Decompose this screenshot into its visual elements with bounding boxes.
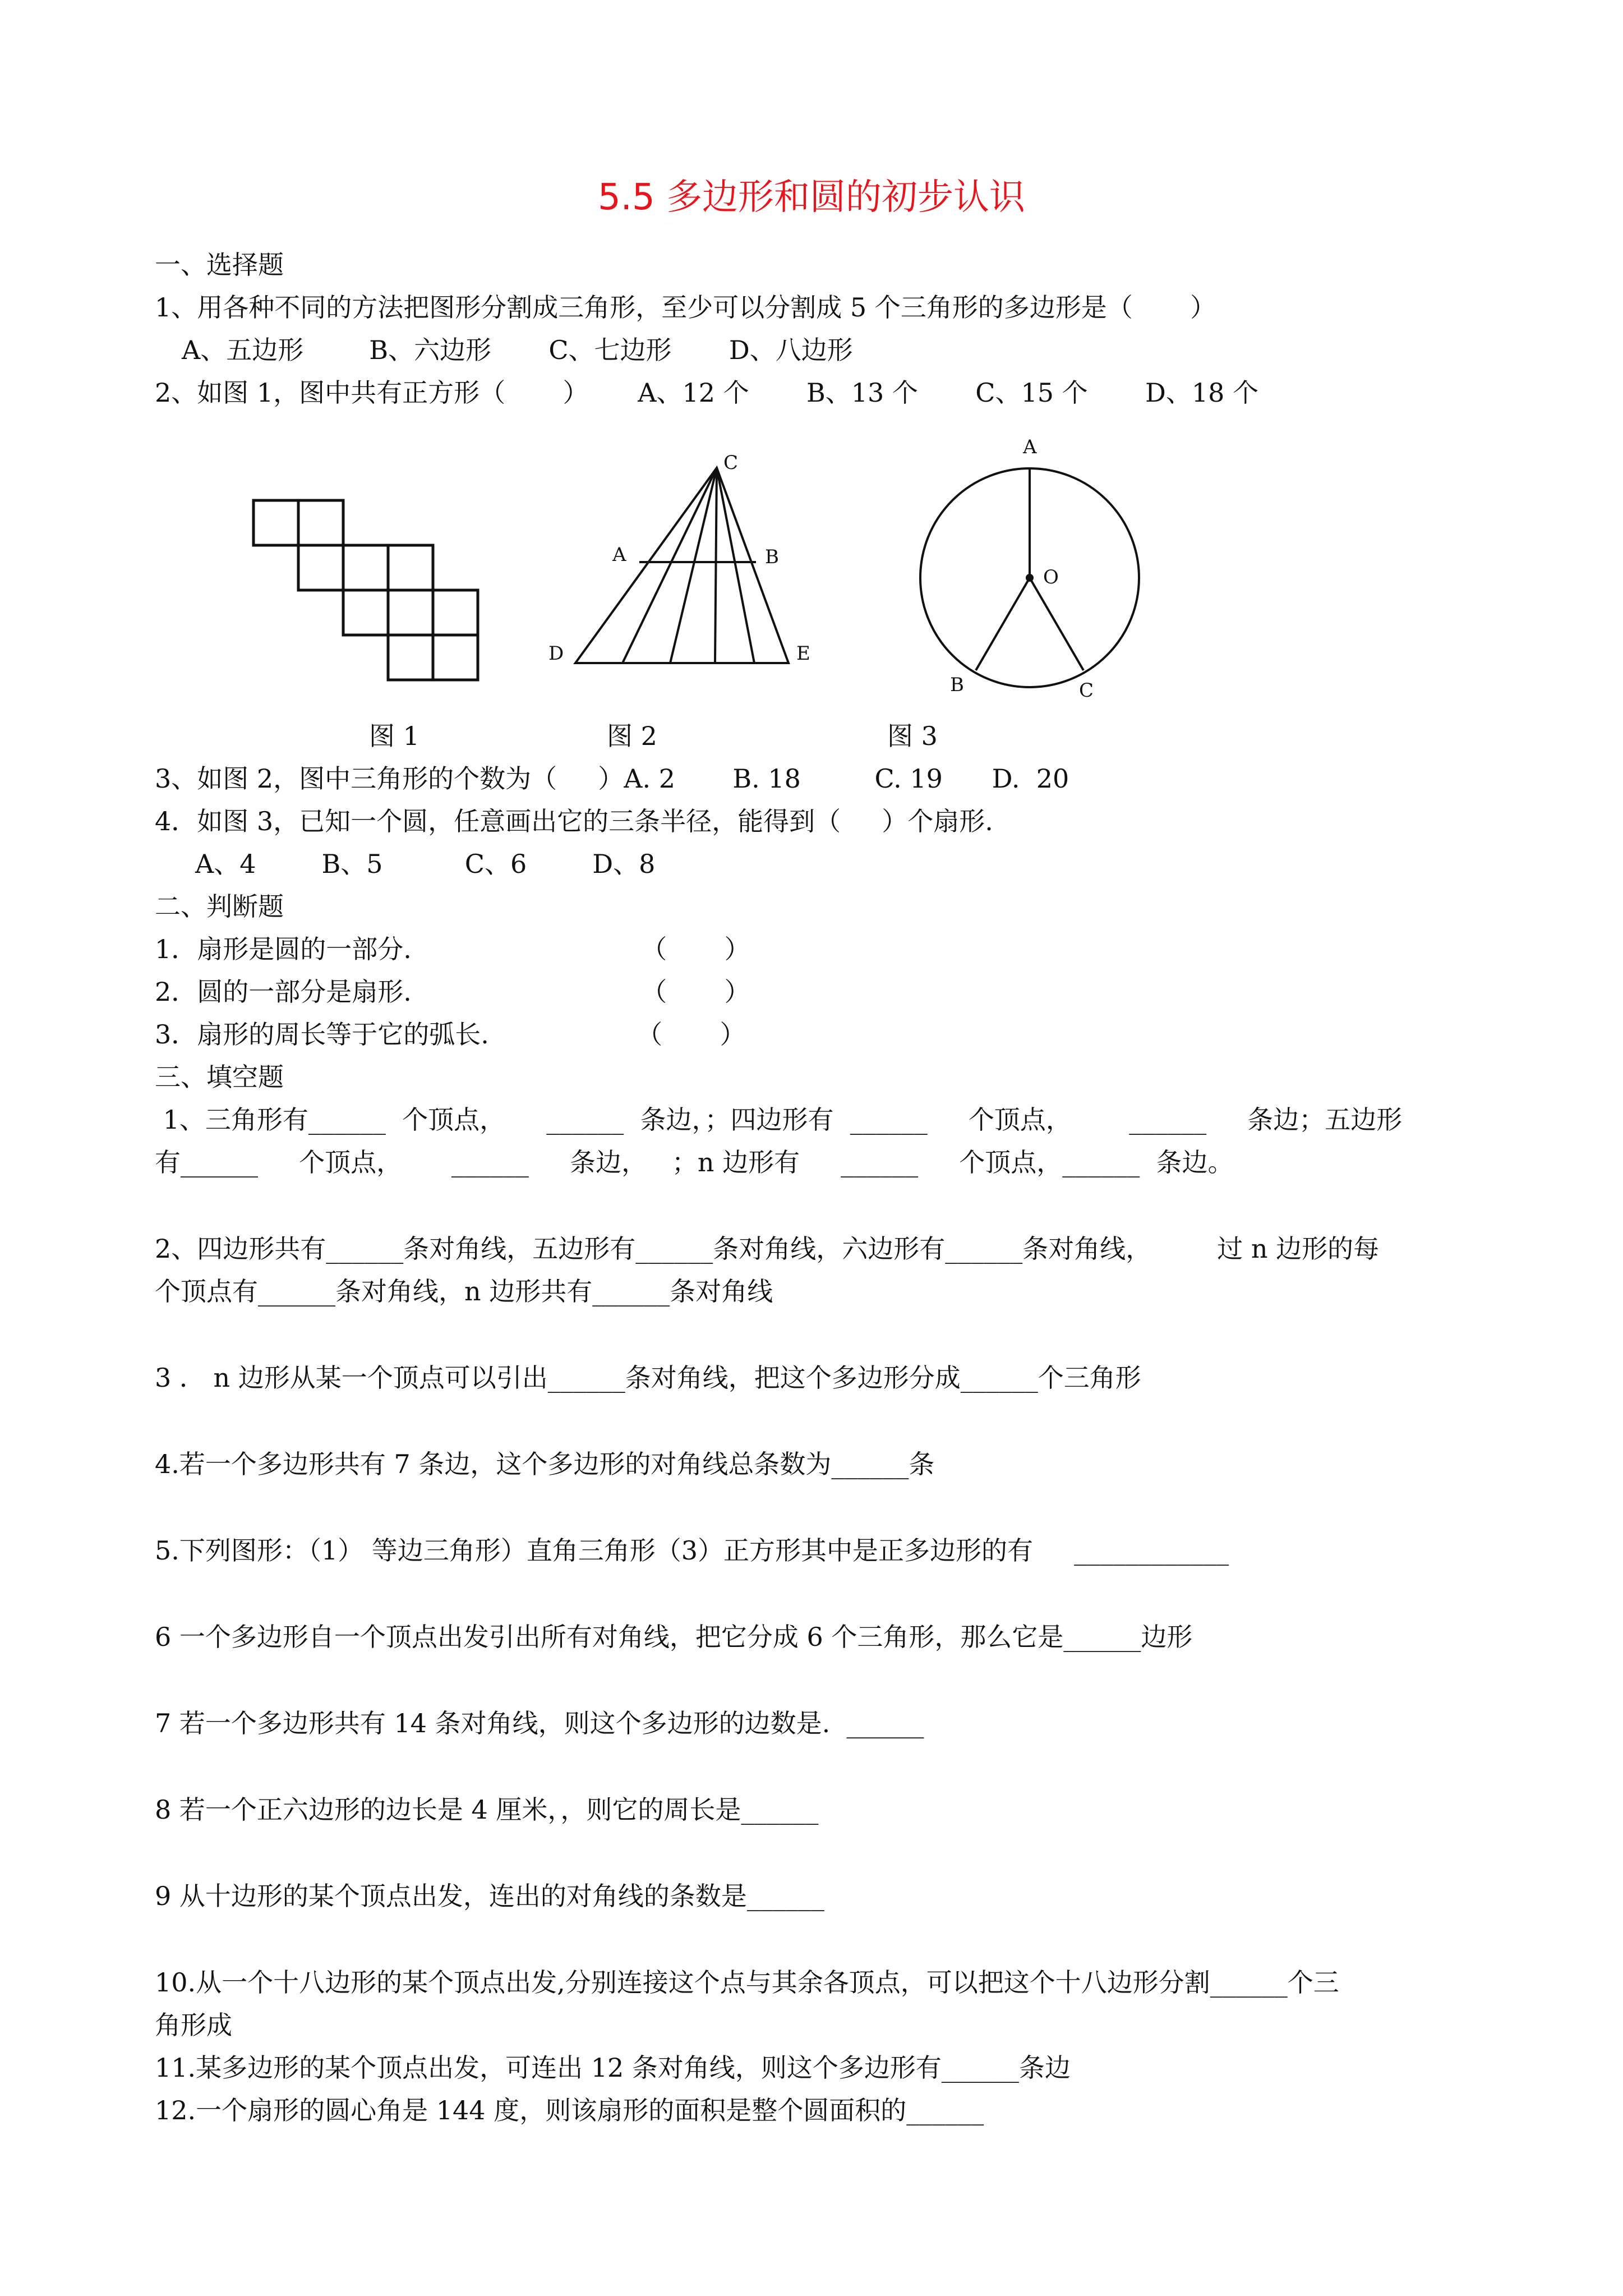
fill-8: 8 若一个正六边形的边长是 4 厘米，，则它的周长是______: [155, 1795, 819, 1825]
judge-3: 3．扇形的周长等于它的弧长. （ ）: [155, 1019, 746, 1050]
question-4-options: A、4 B、5 C、6 D、8: [195, 849, 656, 879]
fill-1-line-1: 1、三角形有______ 个顶点， ______ 条边，；四边形有 ______ 个顶点， ______ 条边；五边形: [155, 1105, 1403, 1135]
page-title: 5.5 多边形和圆的初步认识: [597, 177, 1026, 218]
fill-7: 7 若一个多边形共有 14 条对角线，则这个多边形的边数是. ______: [155, 1708, 924, 1738]
figure-2-caption: 图 2: [607, 721, 657, 751]
fig3-label-o: O: [1043, 566, 1059, 588]
fill-12: 12.一个扇形的圆心角是 144 度，则该扇形的面积是整个圆面积的______: [155, 2095, 984, 2125]
fill-1-line-2: 有______ 个顶点， ______ 条边， ；n 边形有 ______ 个顶点，______ 条边。: [155, 1147, 1234, 1177]
fig3-label-c: C: [1079, 679, 1094, 702]
fig3-label-a: A: [1023, 436, 1037, 458]
figure-3-circle: [897, 426, 1166, 718]
section-heading-choice: 一、选择题: [155, 250, 284, 280]
question-2: 2、如图 1，图中共有正方形（ ） A、12 个 B、13 个 C、15 个 D、18 个: [155, 378, 1259, 408]
figure-1-squares: [247, 494, 488, 684]
section-heading-judge: 二、判断题: [155, 891, 284, 922]
fill-2-line-1: 2、四边形共有______条对角线，五边形有______条对角线，六边形有______条对角线， 过 n 边形的每: [155, 1234, 1380, 1264]
fill-5: 5.下列图形：（1） 等边三角形）直角三角形（3）正方形其中是正多边形的有 ____________: [155, 1535, 1229, 1566]
fig2-label-b: B: [765, 546, 779, 568]
question-3: 3、如图 2，图中三角形的个数为（ ）A. 2 B. 18 C. 19 D. 20: [155, 763, 1069, 794]
fill-4: 4.若一个多边形共有 7 条边，这个多边形的对角线总条数为______条: [155, 1449, 935, 1479]
fig2-label-e: E: [796, 642, 810, 665]
fill-9: 9 从十边形的某个顶点出发，连出的对角线的条数是______: [155, 1881, 824, 1911]
question-4: 4．如图 3，已知一个圆，任意画出它的三条半径，能得到（ ）个扇形.: [155, 806, 993, 836]
judge-1: 1．扇形是圆的一部分. （ ）: [155, 934, 750, 964]
figure-3-caption: 图 3: [887, 721, 938, 751]
judge-2: 2．圆的一部分是扇形. （ ）: [155, 977, 750, 1007]
fill-3: 3 ． n 边形从某一个顶点可以引出______条对角线，把这个多边形分成______个三角形: [155, 1363, 1141, 1393]
figure-2-triangle: [538, 443, 819, 679]
question-1-options: A、五边形 B、六边形 C、七边形 D、八边形: [182, 335, 853, 365]
figure-1-caption: 图 1: [369, 721, 419, 751]
fill-2-line-2: 个顶点有______条对角线，n 边形共有______条对角线: [155, 1276, 773, 1306]
fill-11: 11.某多边形的某个顶点出发，可连出 12 条对角线，则这个多边形有______条边: [155, 2053, 1071, 2083]
fill-10-line-1: 10.从一个十八边形的某个顶点出发,分别连接这个点与其余各顶点，可以把这个十八边形分割______个三: [155, 1967, 1339, 1998]
section-heading-fill: 三、填空题: [155, 1062, 284, 1092]
fig2-label-a: A: [612, 544, 626, 566]
question-1: 1、用各种不同的方法把图形分割成三角形，至少可以分割成 5 个三角形的多边形是（ ）: [155, 292, 1216, 323]
fig2-label-c: C: [723, 452, 739, 474]
fig2-label-d: D: [548, 642, 564, 665]
fill-6: 6 一个多边形自一个顶点出发引出所有对角线，把它分成 6 个三角形，那么它是______边形: [155, 1622, 1193, 1652]
fill-10-line-2: 角形成: [155, 2010, 232, 2040]
fig3-label-b: B: [950, 674, 964, 696]
